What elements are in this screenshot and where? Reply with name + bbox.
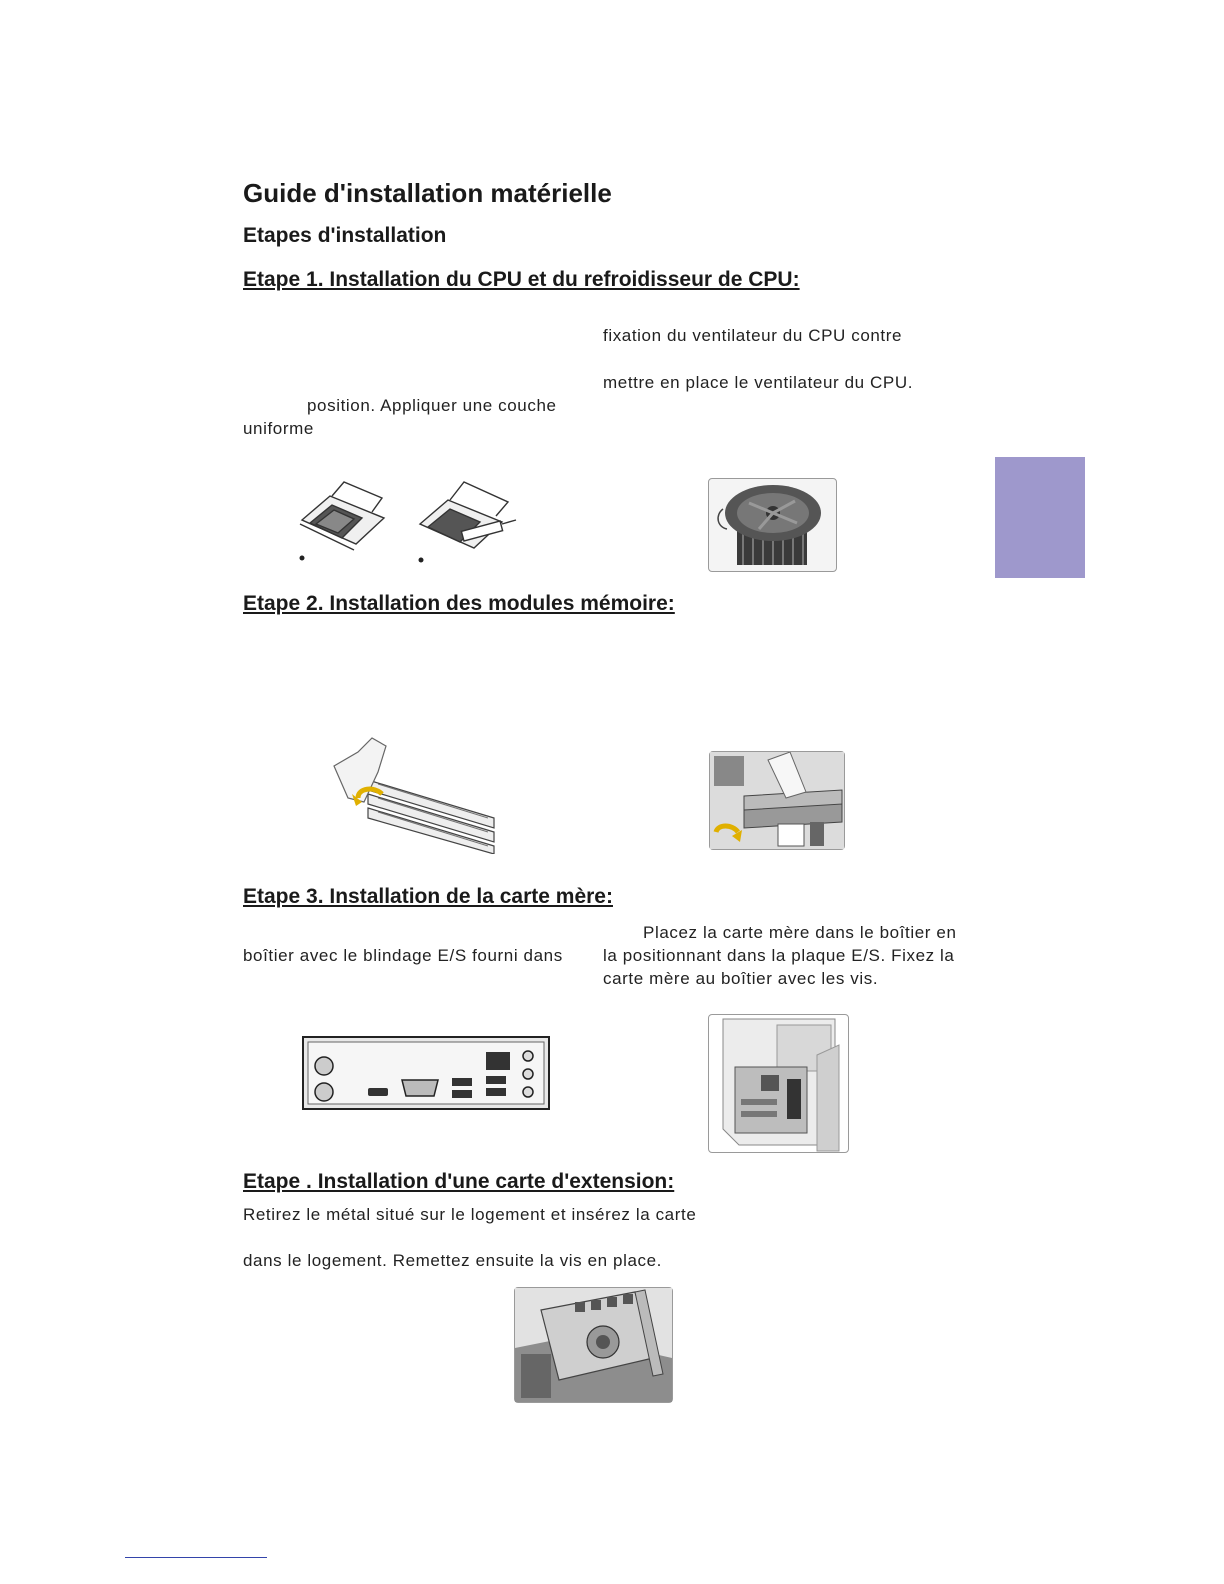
page-subtitle: Etapes d'installation: [243, 224, 447, 247]
memory-slot-icon: [328, 732, 496, 854]
step3-left-line-1: boîtier avec le blindage E/S fourni dans: [243, 946, 563, 965]
step1-left-line-2: uniforme: [243, 419, 314, 438]
step1-right-line-2: mettre en place le ventilateur du CPU.: [603, 373, 914, 392]
memory-install-icon: [709, 751, 845, 850]
step3-heading: Etape 3. Installation de la carte mère:: [243, 885, 613, 908]
step4-line-2: dans le logement. Remettez ensuite la vis en place.: [243, 1251, 662, 1270]
step1-heading: Etape 1. Installation du CPU et du refroidisseur de CPU:: [243, 268, 800, 291]
expansion-card-icon: [514, 1287, 673, 1403]
step4-line-1: Retirez le métal situé sur le logement et insérez la carte: [243, 1205, 697, 1224]
step2-heading: Etape 2. Installation des modules mémoire:: [243, 592, 675, 615]
footer-rule: [125, 1557, 267, 1558]
step1-right-line-1: fixation du ventilateur du CPU contre: [603, 326, 903, 345]
io-shield-icon: [302, 1036, 550, 1110]
cpu-socket-icon: [292, 478, 392, 566]
cpu-fan-icon: [708, 478, 837, 572]
step3-right-line-2: la positionnant dans la plaque E/S. Fixez la: [603, 946, 955, 965]
step3-right-line-3: carte mère au boîtier avec les vis.: [603, 969, 879, 988]
step1-left-line-1: position. Appliquer une couche: [307, 396, 557, 415]
pc-case-icon: [708, 1014, 849, 1153]
page-title: Guide d'installation matérielle: [243, 178, 612, 208]
step3-right-line-1: Placez la carte mère dans le boîtier en: [643, 923, 957, 942]
thermal-paste-icon: [412, 474, 522, 566]
chapter-side-tab: [995, 457, 1085, 578]
step4-heading: Etape . Installation d'une carte d'extension:: [243, 1170, 675, 1193]
